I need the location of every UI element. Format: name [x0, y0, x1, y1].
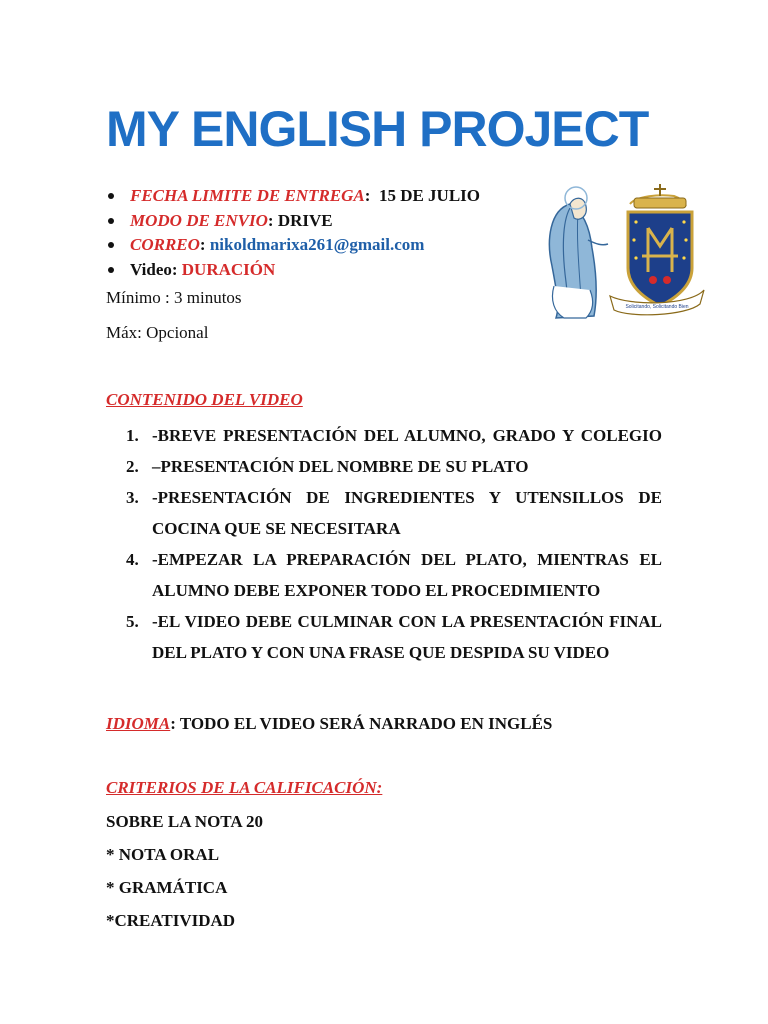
- delivery-mode-item: MODO DE ENVIO: DRIVE: [106, 209, 480, 234]
- content-item-1: 1. -BREVE PRESENTACIÓN DEL ALUMNO, GRADO Y COLEGIO: [126, 426, 662, 445]
- mode-label: MODO DE ENVIO: [130, 210, 268, 230]
- content-item-2: 2. –PRESENTACIÓN DEL NOMBRE DE SU PLATO: [126, 457, 529, 476]
- criteria-line-4: *CREATIVIDAD: [106, 911, 236, 930]
- video-label: Video:: [130, 259, 178, 279]
- video-duration-value: DURACIÓN: [181, 259, 276, 279]
- video-content-list: [126, 420, 662, 668]
- video-content-heading: CONTENIDO DEL VIDEO: [106, 390, 303, 409]
- criteria-line-2: * NOTA ORAL: [106, 845, 220, 864]
- deadline-value: 15 DE JULIO: [378, 186, 481, 205]
- language-line: [106, 714, 552, 734]
- content-item-3: 3. -PRESENTACIÓN DE INGREDIENTES Y UTENSILLOS DE COCINA QUE SE NECESITARA: [126, 488, 662, 538]
- page-title: MY ENGLISH PROJECT: [106, 101, 649, 157]
- virgin-mary-figure: [549, 187, 608, 318]
- school-logo: [540, 182, 706, 322]
- maximum-duration: Máx: Opcional: [106, 323, 209, 342]
- language-label: IDIOMA: [106, 714, 171, 733]
- criteria-line-3: * GRAMÁTICA: [106, 878, 228, 897]
- email-label: CORREO: [130, 235, 200, 254]
- project-info-list: [106, 184, 480, 282]
- criteria-heading: CRITERIOS DE LA CALIFICACIÓN:: [106, 778, 383, 797]
- content-item-5: 5. -EL VIDEO DEBE CULMINAR CON LA PRESENTACIÓN FINAL DEL PLATO Y CON UNA FRASE QUE DESPIDA SU VIDEO: [126, 612, 662, 662]
- deadline-label: FECHA LIMITE DE ENTREGA: [130, 186, 365, 205]
- email-item: CORREO: nikoldmarixa261@gmail.com: [106, 233, 480, 258]
- criteria-line-1: SOBRE LA NOTA 20: [106, 812, 263, 831]
- email-value: nikoldmarixa261@gmail.com: [209, 235, 425, 254]
- school-crest-icon: [610, 184, 704, 315]
- language-value: : TODO EL VIDEO SERÁ NARRADO EN INGLÉS: [170, 714, 553, 733]
- video-item: [106, 258, 480, 283]
- deadline-item: FECHA LIMITE DE ENTREGA: 15 DE JULIO: [106, 184, 480, 209]
- mode-value: DRIVE: [277, 210, 333, 230]
- crest-banner-text: Solicitando, Solicitando Bien: [625, 304, 689, 310]
- content-item-4: 4. -EMPEZAR LA PREPARACIÓN DEL PLATO, MIENTRAS EL ALUMNO DEBE EXPONER TODO EL PROCEDIMIENTO: [126, 550, 662, 600]
- minimum-duration: Mínimo : 3 minutos: [106, 288, 242, 307]
